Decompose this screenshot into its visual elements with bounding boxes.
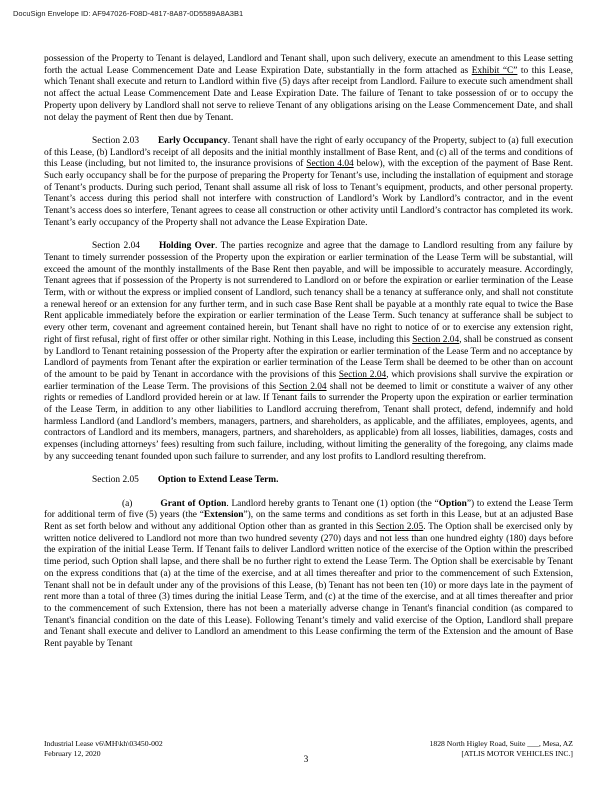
footer-date: February 12, 2020 [44,748,101,758]
docusign-envelope-id: DocuSign Envelope ID: AF947026-F08D-4817-8A87-0D5589A8A3B1 [13,9,244,18]
footer-document-reference: Industrial Lease v6\MH\kh\03450-002 [44,739,163,748]
page-number: 3 [303,755,309,765]
document-body [44,54,573,651]
heading-section-2-05-option-to-extend: Section 2.05 Option to Extend Lease Term. [92,475,279,486]
paragraph-continuation: possession of the Property to Tenant is delayed, Landlord and Tenant shall, upon such delivery, execute an amendment to this Lease setting forth the actual Lease Commencement Date and Lease Expiration Date, substantially in the form attached as Exhibit “C” to this Lease, which Tenant shall execute and return to Landlord within five (5) days after receipt from Landlord. Failure to execute such amendment shall not affect the actual Lease Commencement Date and Lease Expiration Date. The failure of Tenant to take possession of or to occupy the Property upon delivery by Landlord shall not serve to relieve Tenant of any obligations arising on the Lease Commencement Date, and shall not delay the payment of Rent then due by Tenant. [44,54,573,123]
paragraph-section-2-03-early-occupancy: Section 2.03 Early Occupancy. Tenant shall have the right of early occupancy of the Property, subject to (a) full execution of this Lease, (b) Landlord’s receipt of all deposits and the initial monthly installment of Base Rent, and (c) all of the terms and conditions of this Lease (including, but not limited to, the insurance provisions of Section 4.04 below), with the exception of the payment of Base Rent. Such early occupancy shall be for the purpose of preparing the Property for Tenant’s use, including the installation of equipment and storage of Tenant’s products. During such period, Tenant shall assume all risk of loss to Tenant’s equipment, products, and other personal property. Tenant’s access during this period shall not interfere with construction of Landlord’s Work by Landlord’s contractor, and in the event Tenant’s access does so interfere, Tenant agrees to cease all construction or other activity until Landlord’s contractor has completed its work. Tenant’s early occupancy of the Property shall not advance the Lease Expiration Date. [44,135,574,228]
footer-property-address: 1828 North Higley Road, Suite ___, Mesa, AZ [429,739,573,748]
footer-tenant-name: [ATLIS MOTOR VEHICLES INC.] [461,748,573,758]
paragraph-section-2-04-holding-over: Section 2.04 Holding Over. The parties recognize and agree that the damage to Landlord resulting from any failure by Tenant to timely surrender possession of the Property upon the expiration or earlier termination of the Lease Term will be substantial, will exceed the amount of the monthly installments of the Base Rent then payable, and will be impossible to accurately measure. Accordingly, Tenant agrees that if possession of the Property is not surrendered to Landlord on or before the expiration or earlier termination of the Lease Term, with or without the express or implied consent of Landlord, such tenancy shall be a tenancy at sufferance only, and shall not constitute a renewal hereof or an extension for any further term, and in such case Base Rent shall be payable at a monthly rate equal to twice the Base Rent applicable immediately before the expiration or earlier termination of the Lease Term. Such tenancy at sufferance shall be subject to every other term, covenant and agreement contained herein, but Tenant shall have no right to notice of or to exercise any extension right, right of first refusal, right of first offer or other similar right. Nothing in this Lease, including this Section 2.04, shall be construed as consent by Landlord to Tenant retaining possession of the Property after the expiration or earlier termination of the Lease Term and no acceptance by Landlord of payments from Tenant after the expiration or earlier termination of the Lease Term shall be deemed to be other than on account of the amount to be paid by Tenant in accordance with the provisions of this Section 2.04, which provisions shall survive the expiration or earlier termination of the Lease Term. The provisions of this Section 2.04 shall not be deemed to limit or constitute a waiver of any other rights or remedies of Landlord provided herein or at law. If Tenant fails to surrender the Property upon the expiration or earlier termination of the Lease Term, in addition to any other liabilities to Landlord accruing therefrom, Tenant shall protect, defend, indemnify and hold harmless Landlord (and Landlord’s members, managers, partners, and shareholders, as applicable, and the affiliates, employees, agents, and contractors of Landlord and its members, managers, partners, and shareholders, as applicable) from all losses, liabilities, damages, costs and expenses (including attorneys’ fees) resulting from such failure, including, without limiting the generality of the foregoing, any claims made by any succeeding tenant founded upon such failure to surrender, and any lost profits to Landlord resulting therefrom. [44,241,574,462]
paragraph-section-2-05a-grant-of-option: (a) Grant of Option. Landlord hereby grants to Tenant one (1) option (the “Option”) to extend the Lease Term for additional term of five (5) years (the “Extension”), on the same terms and conditions as set forth in this Lease, but at an adjusted Base Rent as set forth below and without any additional Option other than as granted in this Section 2.05. The Option shall be exercised only by written notice delivered to Landlord not more than two hundred seventy (270) days and not less than one hundred eighty (180) days before the expiration of the initial Lease Term. If Tenant fails to deliver Landlord written notice of the exercise of the Option within the prescribed time period, such Option shall lapse, and there shall be no further right to extend the Lease Term. The Option shall be exercisable by Tenant on the express conditions that (a) at the time of the exercise, and at all times thereafter and prior to the commencement of such Extension, Tenant shall not be in default under any of the provisions of this Lease, (b) Tenant has not been ten (10) or more days late in the payment of rent more than a total of three (3) times during the initial Lease Term, and (c) at the time of the exercise, and at all times thereafter and prior to the commencement of such Extension, there has not been a materially adverse change in Tenant's financial condition (as compared to Tenant's financial condition on the date of this Lease). Following Tenant’s timely and valid exercise of the Option, Landlord shall prepare and Tenant shall execute and deliver to Landlord an amendment to this Lease confirming the term of the Extension and the amount of Base Rent payable by Tenant [44,498,573,650]
